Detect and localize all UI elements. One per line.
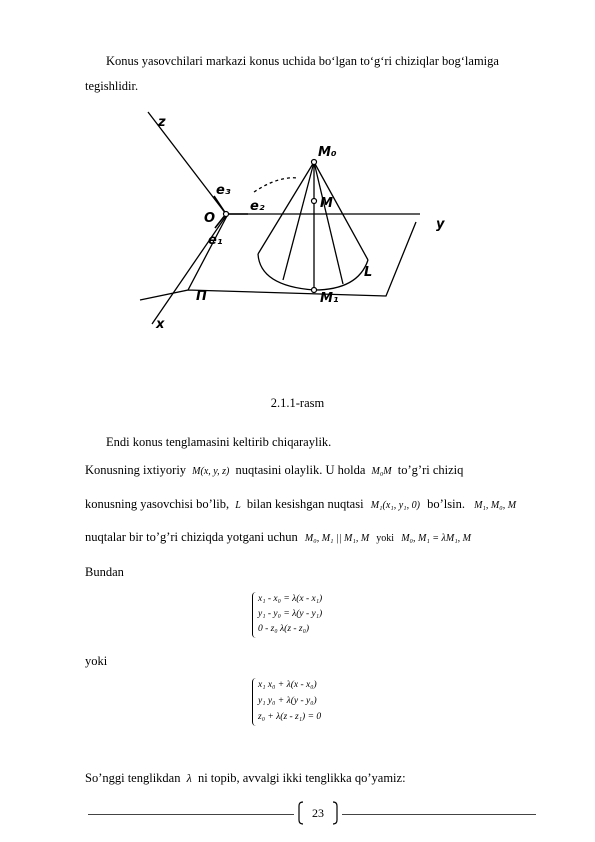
cone-generator: [258, 162, 314, 254]
page-number: 23: [312, 806, 324, 820]
figure-caption: 2.1.1-rasm: [270, 396, 325, 410]
formula-parallel: M₀, M₁ || M₁, M: [304, 533, 370, 544]
e3-vector: [214, 196, 226, 214]
line-4-text-b: yoki: [376, 533, 395, 544]
line-4-text-a: nuqtalar bir to’g’ri chiziqda yotgani uchun: [85, 530, 298, 544]
final-text-a: So’nggi tenglikdan: [85, 771, 181, 785]
label-e2: e₂: [250, 199, 265, 214]
footer-rule-left: [88, 814, 294, 815]
equation-system-2: [252, 678, 362, 728]
dashed-arc: [254, 178, 298, 192]
label-x: x: [156, 317, 165, 332]
system-2-eq-2: y₁ y₀ + λ(y - y₀): [258, 696, 317, 706]
system-2-eq-3: z₀ + λ(z - z₁) = 0: [258, 712, 322, 722]
cone-generator: [314, 162, 368, 260]
line-3-text-b: bilan kesishgan nuqtasi: [246, 497, 364, 511]
cone-figure: [128, 104, 470, 336]
text-bundan: Bundan: [85, 565, 124, 579]
line-2-text-c: to’g’ri chiziq: [397, 463, 464, 477]
point-m1: [312, 288, 317, 293]
formula-lambda: λ: [186, 771, 192, 785]
point-o: [224, 212, 229, 217]
formula-m0m: M₀M: [371, 466, 392, 477]
cone-generator: [314, 162, 343, 284]
line-2: [85, 464, 463, 477]
line-3-text-a: konusning yasovchisi bo’lib,: [85, 497, 230, 511]
paragraph-derivation: Endi konus tenglamasini keltirib chiqaraylik.: [106, 435, 332, 449]
system-1-eq-2: y₁ - y₀ = λ(y - y₁): [258, 609, 323, 619]
plane-outline: [140, 214, 416, 300]
line-3: [85, 498, 516, 511]
formula-lambda-relation: M₀, M₁ = λM₁, M: [401, 533, 472, 544]
line-2-text-a: Konusning ixtiyoriy: [85, 463, 187, 477]
label-m1: M₁: [320, 291, 339, 306]
label-pi: Π: [196, 289, 207, 304]
formula-point-m: M(x, y, z): [192, 466, 230, 477]
system-1-eq-1: x₁ - x₀ = λ(x - x₁): [258, 594, 323, 604]
system-2-eq-1: x₁ x₀ + λ(x - x₀): [258, 680, 317, 690]
text-yoki: yoki: [85, 654, 108, 668]
cone-generator: [283, 162, 314, 280]
formula-l: L: [235, 500, 241, 511]
page-number-box: [297, 800, 339, 826]
label-l: L: [364, 265, 373, 280]
line-3-text-c: bo’lsin.: [427, 497, 465, 511]
label-z: z: [158, 115, 166, 130]
formula-points: M₁, M₀, M: [474, 500, 517, 511]
equation-system-1: [252, 592, 362, 640]
point-m0: [312, 160, 317, 165]
final-text-b: ni topib, avvalgi ikki tenglikka qo’yamiz:: [197, 771, 406, 785]
intro-line-1: Konus yasovchilari markazi konus uchida bo‘lgan to‘g‘ri chiziqlar bog‘lamiga: [106, 54, 499, 68]
label-m0: M₀: [318, 145, 337, 160]
line-4: [85, 531, 471, 544]
point-m: [312, 199, 317, 204]
label-e1: e₁: [208, 233, 223, 248]
intro-line-2: tegishlidir.: [85, 79, 139, 93]
label-y: y: [436, 217, 445, 232]
label-o: O: [204, 211, 216, 226]
system-1-eq-3: 0 - z₀ λ(z - z₀): [258, 624, 310, 634]
formula-point-m1: M₁(x₁, y₁, 0): [370, 500, 420, 511]
footer-rule-right: [342, 814, 536, 815]
curve-l: [258, 254, 368, 290]
final-line: [85, 772, 406, 785]
line-2-text-b: nuqtasini olaylik. U holda: [235, 463, 366, 477]
label-e3: e₃: [216, 183, 231, 198]
label-m: M: [320, 196, 333, 211]
